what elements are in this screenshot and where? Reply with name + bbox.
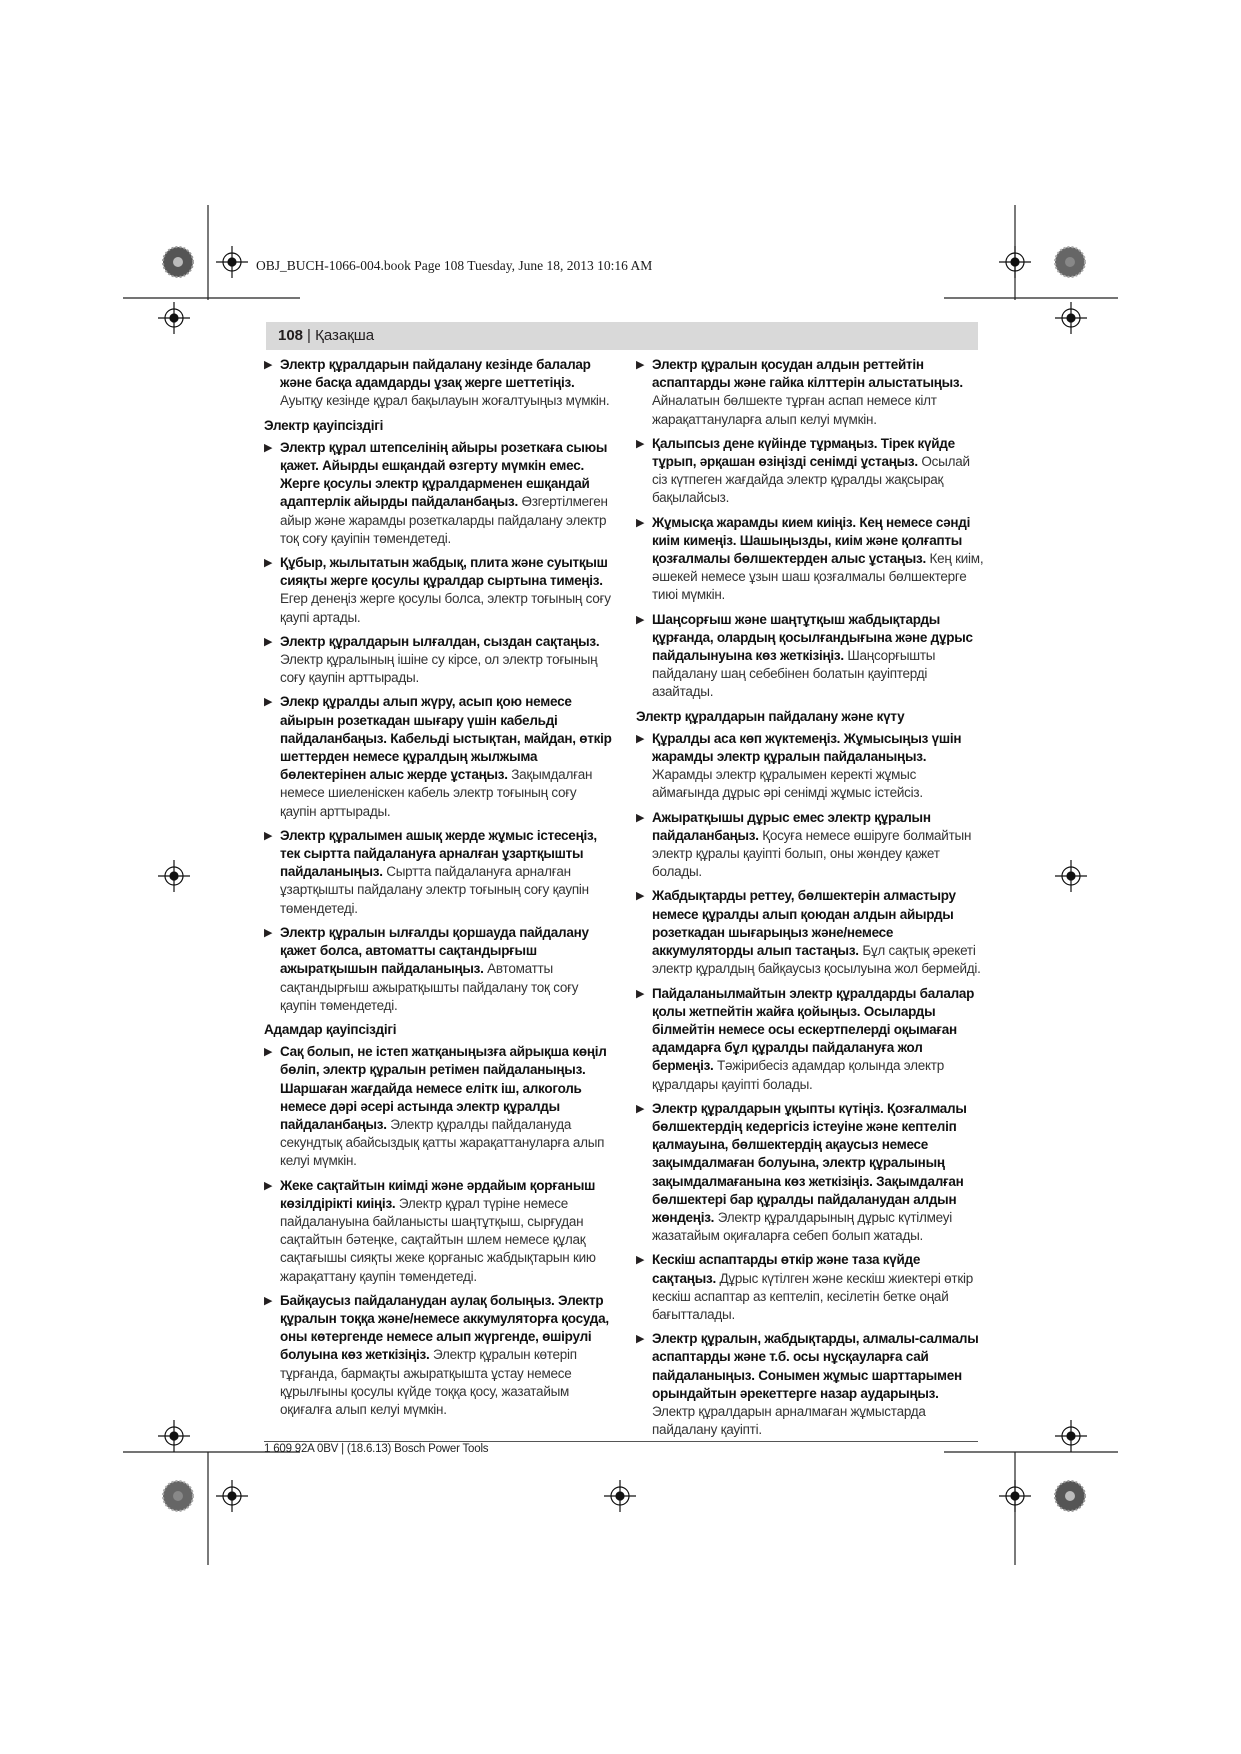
bullet-arrow-icon: ▶ xyxy=(264,635,273,648)
list-item xyxy=(264,633,612,688)
bullet-arrow-icon: ▶ xyxy=(264,696,273,709)
bullet-arrow-icon: ▶ xyxy=(264,1294,273,1307)
instruction-bold: Электр құралдарын пайдалану кезінде балалар және басқа адамдарды ұзақ жерге шеттетіңіз. xyxy=(280,357,591,391)
list-item xyxy=(264,693,612,820)
bullet-arrow-icon: ▶ xyxy=(636,890,645,903)
list-item xyxy=(636,356,984,429)
list-item xyxy=(636,887,984,978)
instruction-bold: Құралды аса көп жүктемеңіз. Жұмысыңыз үшін жарамды электр құралын пайдаланыңыз. xyxy=(652,730,962,765)
instruction-bold: Құбыр, жылытатын жабдық, плита және суытқыш сияқты жерге қосулы құралдар сыртына тимеңіз. xyxy=(280,555,608,589)
list-item xyxy=(264,1292,612,1419)
instruction-text: Айналатын бөлшекте тұрған аспап немесе кілт жарақаттануларға алып келуі мүмкін. xyxy=(652,393,937,427)
bullet-arrow-icon: ▶ xyxy=(264,1046,273,1059)
instruction-text: Электр құрал түріне немесе пайдалануына байланысты шаңтұтқыш, сырғудан сақтайтын бәтеңке, сақтайтын шлем немесе құлақ сақтағышы сияқты жеке қорғаныс жабдықтарын кию жарақаттану қаупін төмендетеді. xyxy=(280,1195,596,1284)
bullet-arrow-icon: ▶ xyxy=(264,359,273,371)
list-item xyxy=(636,1251,984,1324)
instruction-text: Электр құралының ішіне су кірсе, ол электр тоғының соғу қаупін арттырады. xyxy=(280,652,598,686)
bullet-arrow-icon: ▶ xyxy=(264,829,273,842)
instruction-bold: Ажыратқышы дұрыс емес электр құралын пайдаланбаңыз. xyxy=(652,809,931,843)
list-item xyxy=(264,1043,612,1170)
bullet-arrow-icon: ▶ xyxy=(636,516,645,529)
list-item xyxy=(636,730,984,803)
bullet-arrow-icon: ▶ xyxy=(264,926,273,939)
instruction-bold: Сақ болып, не істеп жатқаныңызға айрықша көңіл бөліп, электр құралын ретімен пайдаланыңыз. Шаршаған жағдайда немесе елітк іш, алкоголь немесе дәрі әсері астында электр құралды пайдаланбаңыз. xyxy=(280,1044,607,1132)
instruction-text: Егер денеңіз жерге қосулы болса, электр тоғының соғу қаупі артады. xyxy=(280,591,611,625)
list-item xyxy=(636,809,984,882)
footer-brand: Bosch Power Tools xyxy=(394,1443,489,1455)
list-item xyxy=(264,356,612,411)
instruction-text: Тәжірибесіз адамдар қолында электр құралдары қауіпті болады. xyxy=(652,1058,944,1092)
instruction-text: Электр құралын көтеріп тұрғанда, бармақты ажыратқышта ұстау немесе құрылғыны қосулы күйде тоққа қосу, жазатайым оқиғалға алып келуі мүмкін. xyxy=(280,1347,577,1417)
instruction-bold: Кескіш аспаптарды өткір және таза күйде сақтаңыз. xyxy=(652,1252,921,1286)
instruction-bold: Қалыпсыз дене күйінде тұрмаңыз. Тірек күйде тұрып, әрқашан өзіңізді сенімді ұстаңыз. xyxy=(652,435,955,470)
instruction-text: Осылай сіз күтпеген жағдайда электр құралды жақсырақ бақылайсыз. xyxy=(652,454,970,506)
instruction-text: Электр құралдарын арналмаған жұмыстарда пайдалану қауіпті. xyxy=(652,1403,926,1438)
list-item xyxy=(636,1100,984,1246)
instruction-text: Дұрыс күтілген және кескіш жиектері өткір кескіш аспаптар аз кептеліп, кесілетін бетке оңай бағытталады. xyxy=(652,1270,973,1322)
instruction-bold: Электр құралын қосудан алдын реттейтін аспаптарды және гайка кілттерін алыстатыңыз. xyxy=(652,357,963,391)
instruction-text: Қосуға немесе өшіруге болмайтын электр құралы қауіпті болып, оны жөндеу қажет болады. xyxy=(652,827,972,880)
page-footer: 1 609 92A 0BV | (18.6.13) Bosch Power Tools xyxy=(264,1443,489,1455)
footer-code: 1 609 92A 0BV xyxy=(264,1443,339,1455)
list-item xyxy=(264,439,612,548)
instruction-bold: Элекр құралды алып жүру, асып қою немесе айырын розеткадан шығару үшін кабельді пайдаланбаңыз. Кабельді ыстықтан, майдан, өткір шеттерден немесе құралдың жылжыма бөлектерінен алыс жерде ұстаңыз. xyxy=(280,694,612,783)
language-label: | Қазақша xyxy=(307,327,374,344)
bullet-arrow-icon: ▶ xyxy=(264,441,273,454)
instruction-text: Өзгертілмеген айыр және жарамды розеткаларды пайдалану электр тоқ соғу қауіпін төмендетеді. xyxy=(280,494,608,546)
bullet-arrow-icon: ▶ xyxy=(264,1179,273,1192)
list-item xyxy=(636,435,984,508)
instruction-bold: Пайдаланылмайтын электр құралдарды балалар қолы жетпейтін жайға қойыңыз. Осыларды білмейтін немесе осы ескертпелерді оқымаған адамдарға бұл құралды пайдалануға жол бермеңіз. xyxy=(652,985,975,1074)
book-file-line: OBJ_BUCH-1066-004.book Page 108 Tuesday, June 18, 2013 10:16 AM xyxy=(256,258,653,273)
instruction-text: Электр құралды пайдалануда секундтық абайсыздық қатты жарақаттануларға алып келуі мүмкін. xyxy=(280,1116,605,1169)
bullet-arrow-icon: ▶ xyxy=(636,1254,645,1267)
footer-divider xyxy=(264,1441,978,1442)
bullet-arrow-icon: ▶ xyxy=(264,557,273,570)
bullet-arrow-icon: ▶ xyxy=(636,987,645,1000)
list-item xyxy=(636,611,984,702)
instruction-bold: Электр құралдарын ұқыпты күтіңіз. Қозғалмалы бөлшектердің кедергісіз істеуіне және кептеліп қалмауына, бөлшектердің ақаусыз немесе зақымдалмаған болуына, электр құралының зақымдалмағанына көз жеткізіңіз. Зақымдалған бөлшектері бар құралды пайдаланудан алдын жөндеңіз. xyxy=(652,1100,967,1225)
instruction-bold: Электр құралын, жабдықтарды, алмалы-салмалы аспаптарды және т.б. осы нұсқауларға сай пайдаланыңыз. Сонымен жұмыс шарттарымен орындайтын әрекеттерге назар аударыңыз. xyxy=(652,1331,979,1401)
page-number: 108 xyxy=(278,327,304,344)
bullet-arrow-icon: ▶ xyxy=(636,359,645,371)
instruction-bold: Жеке сақтайтын киімді және әрдайым қорғаныш көзілдірікті киіңіз. xyxy=(280,1177,596,1211)
left-column xyxy=(264,356,612,1425)
section-title-personal-safety: Адамдар қауіпсіздігі xyxy=(264,1021,397,1037)
instruction-text: Зақымдалған немесе шиеленіскен кабель электр тоғының соғу қаупін арттырады. xyxy=(280,767,593,819)
bullet-arrow-icon: ▶ xyxy=(636,437,645,450)
list-item xyxy=(264,1177,612,1286)
instruction-bold: Жабдықтарды реттеу, бөлшектерін алмастыру немесе құралды алып қоюдан алдын айырды розеткадан шығарыңыз және/немесе аккумуляторды алып тастаңыз. xyxy=(652,888,956,959)
instruction-text: Сыртта пайдалануға арналған ұзартқышты пайдалану электр тоғының соғу қаупін төмендетеді. xyxy=(280,864,589,916)
instruction-bold: Электр құрал штепселінің айыры розеткаға сыюы қажет. Айырды ешқандай өзгерту мүмкін емес. Жерге қосулы электр құралдарменен ешқандай адаптерлік айырды пайдаланбаңыз. xyxy=(280,439,608,510)
instruction-text: Электр құралдарының дұрыс күтілмеуі жазатайым оқиғаларға себеп болып жатады. xyxy=(652,1209,953,1244)
bullet-arrow-icon: ▶ xyxy=(636,1333,645,1346)
instruction-text: Жарамды электр құралымен керекті жұмыс аймағында дұрыс әрі сенімді жұмыс істейсіз. xyxy=(652,767,923,801)
instruction-text: Кең киім, әшекей немесе ұзын шаш қозғалмалы бөлшектерге тиюі мүмкін. xyxy=(652,551,984,603)
section-title-tool-use-care: Электр құралдарын пайдалану және күту xyxy=(636,708,905,724)
list-item xyxy=(264,827,612,918)
instruction-bold: Байқаусыз пайдаланудан аулақ болыңыз. Электр құралын тоққа және/немесе аккумуляторға қосуда, оны көтергенде немесе алып жүргенде, өшірулі болуына көз жеткізіңіз. xyxy=(280,1292,609,1363)
instruction-bold: Шаңсорғыш және шаңтұтқыш жабдықтарды құрғанда, олардың қосылғандығына және дұрыс пайдалынуына көз жеткізіңіз. xyxy=(652,611,973,664)
instruction-bold: Электр құралдарын ылғалдан, сыздан сақтаңыз. xyxy=(280,633,600,649)
footer-date: (18.6.13) xyxy=(346,1443,392,1455)
bullet-arrow-icon: ▶ xyxy=(636,613,645,626)
instruction-bold: Электр құралын ылғалды қоршауда пайдалану қажет болса, автоматты сақтандырғыш ажыратқышын пайдаланыңыз. xyxy=(280,924,589,977)
instruction-text: Бұл сақтық әрекеті электр құралдың байқаусыз қосылуына жол бермейді. xyxy=(652,943,981,977)
bullet-arrow-icon: ▶ xyxy=(636,1102,645,1115)
list-item xyxy=(636,1330,984,1439)
instruction-text: Автоматты сақтандырғыш ажыратқышты пайдалану тоқ соғу қаупін төмендетеді. xyxy=(280,961,579,1013)
bullet-arrow-icon: ▶ xyxy=(636,732,645,745)
instruction-bold: Электр құралымен ашық жерде жұмыс істесеңіз, тек сыртта пайдалануға арналған ұзартқышты пайдаланыңыз. xyxy=(280,827,597,880)
list-item xyxy=(264,554,612,627)
list-item xyxy=(636,985,984,1094)
section-title-electrical-safety: Электр қауіпсіздігі xyxy=(264,417,384,433)
list-item xyxy=(264,924,612,1015)
instruction-bold: Жұмысқа жарамды кием киіңіз. Кең немесе сәнді киім кимеңіз. Шашыңызды, киім және қолғапты қозғалмалы бөлшектерден алыс ұстаңыз. xyxy=(652,514,971,567)
instruction-text: Шаңсорғышты пайдалану шаң себебінен болатын қауіптерді азайтады. xyxy=(652,648,936,700)
bullet-arrow-icon: ▶ xyxy=(636,811,645,824)
list-item xyxy=(636,514,984,605)
right-column xyxy=(636,356,984,1445)
page-header xyxy=(266,322,978,350)
instruction-text: Ауытқу кезінде құрал бақылауын жоғалтуыңыз мүмкін. xyxy=(280,393,610,409)
